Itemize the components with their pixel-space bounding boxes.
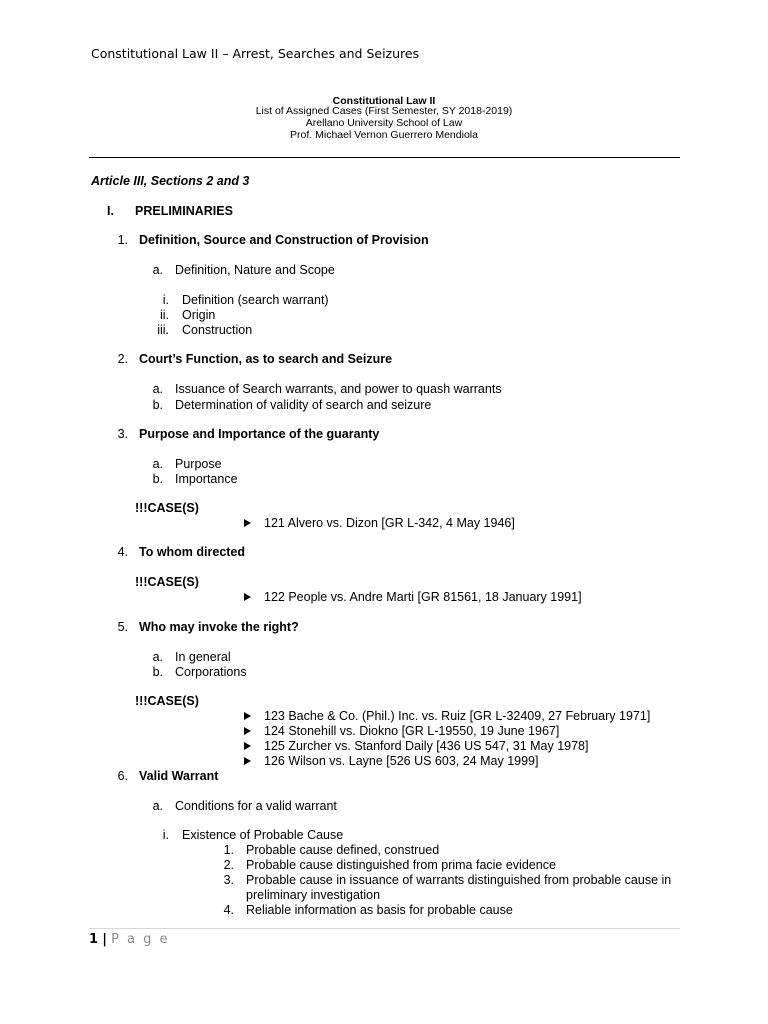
topic-1-item-a-label: Definition, Nature and Scope [175,263,335,277]
topic-1-sub-iii-label: Construction [182,323,253,337]
doc-professor: Prof. Michael Vernon Guerrero Mendiola [290,129,478,141]
case-122: 122 People vs. Andre Marti [GR 81561, 18 January 1991] [264,590,582,604]
topic-3-item-a-number: a. [152,457,163,471]
topic-1-sub-ii-label: Origin [182,308,216,322]
point-4-label: Reliable information as basis for probable cause [246,903,513,917]
bullet-arrow-icon [244,727,251,735]
bullet-arrow-icon [244,712,251,720]
point-2-number: 2. [223,858,234,872]
topic-6-item-a-number: a. [152,799,163,813]
part-number: I. [107,204,114,218]
doc-subtitle: List of Assigned Cases (First Semester, SY 2018-2019) [255,105,513,117]
topic-6-item-a-label: Conditions for a valid warrant [175,799,337,813]
topic-1-number: 1. [117,233,128,247]
running-header: Constitutional Law II – Arrest, Searches and Seizures [91,46,420,61]
topic-1-sub-i-label: Definition (search warrant) [182,293,329,307]
topic-4-label: To whom directed [139,545,246,559]
case-125: 125 Zurcher vs. Stanford Daily [436 US 547, 31 May 1978] [264,739,589,753]
topic-2-label: Court’s Function, as to search and Seizure [139,352,393,366]
case-123: 123 Bache & Co. (Phil.) Inc. vs. Ruiz [GR L-32409, 27 February 1971] [264,709,651,723]
header-rule [89,157,680,158]
topic-6-sub-i-number: i. [162,828,169,842]
bullet-arrow-icon [244,757,251,765]
topic-6-sub-i-label: Existence of Probable Cause [182,828,344,842]
topic-3-label: Purpose and Importance of the guaranty [139,427,380,441]
topic-5-item-b-label: Corporations [175,665,247,679]
topic-3-item-b-label: Importance [175,472,238,486]
topic-5-item-b-number: b. [152,665,163,679]
point-3-label-continued: preliminary investigation [246,888,381,902]
case-124: 124 Stonehill vs. Diokno [GR L-19550, 19 June 1967] [264,724,560,738]
point-1-number: 1. [223,843,234,857]
point-4-number: 4. [223,903,234,917]
topic-3-item-b-number: b. [152,472,163,486]
topic-1-sub-i-number: i. [162,293,169,307]
topic-5-cases-label: !!!CASE(S) [135,694,199,708]
doc-title: Constitutional Law II [332,95,436,107]
topic-2-item-a-label: Issuance of Search warrants, and power to quash warrants [175,382,502,396]
page-word: P a g e [111,932,170,947]
case-126: 126 Wilson vs. Layne [526 US 603, 24 May 1999] [264,754,539,768]
topic-3-item-a-label: Purpose [175,457,222,471]
point-3-number: 3. [223,873,234,887]
topic-5-item-a-label: In general [175,650,231,664]
topic-5-label: Who may invoke the right? [139,620,299,634]
page-separator: | [102,932,107,947]
topic-3-cases-label: !!!CASE(S) [135,501,199,515]
point-2-label: Probable cause distinguished from prima facie evidence [246,858,556,872]
article-heading: Article III, Sections 2 and 3 [91,174,250,188]
topic-5-item-a-number: a. [152,650,163,664]
case-121: 121 Alvero vs. Dizon [GR L-342, 4 May 1946] [264,516,515,530]
topic-1-label: Definition, Source and Construction of Provision [139,233,429,247]
bullet-arrow-icon [244,593,251,601]
topic-1-sub-ii-number: ii. [159,308,169,322]
topic-3-number: 3. [117,427,128,441]
topic-4-cases-label: !!!CASE(S) [135,575,199,589]
topic-1-item-a-number: a. [152,263,163,277]
doc-school: Arellano University School of Law [305,117,463,129]
topic-1-sub-iii-number: iii. [157,323,169,337]
part-label: PRELIMINARIES [135,204,233,218]
topic-2-item-a-number: a. [152,382,163,396]
footer-rule [89,928,680,929]
topic-6-number: 6. [117,769,128,783]
topic-5-number: 5. [117,620,128,634]
topic-4-number: 4. [117,545,128,559]
page-number: 1 [89,932,99,947]
bullet-arrow-icon [244,519,251,527]
point-3-label: Probable cause in issuance of warrants distinguished from probable cause in [246,873,672,887]
topic-6-label: Valid Warrant [139,769,219,783]
page-footer [89,932,170,947]
topic-2-item-b-label: Determination of validity of search and seizure [175,398,432,412]
point-1-label: Probable cause defined, construed [246,843,440,857]
bullet-arrow-icon [244,742,251,750]
topic-2-number: 2. [117,352,128,366]
topic-2-item-b-number: b. [152,398,163,412]
